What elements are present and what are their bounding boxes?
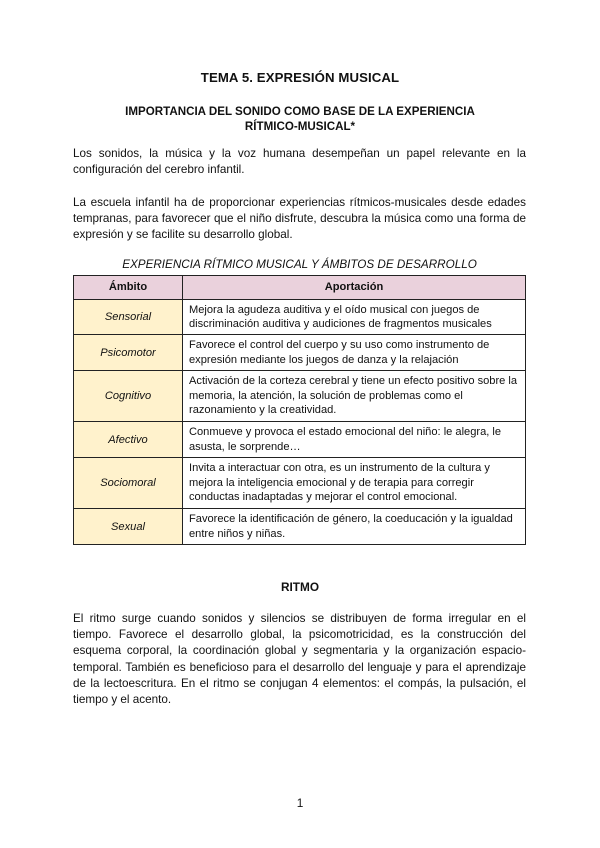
subtitle-line-2: RÍTMICO-MUSICAL* <box>244 120 356 133</box>
intro-paragraph: Los sonidos, la música y la voz humana desempeñan un papel relevante en la configuración del cerebro infantil. <box>73 147 526 177</box>
table-row <box>74 509 526 545</box>
cell-aportacion: Activación de la corteza cerebral y tiene un efecto positivo sobre la memoria, la atención, la solución de problemas como el razonamiento y la creatividad. <box>183 371 526 422</box>
table-header-row <box>74 276 526 300</box>
cell-ambito: Sensorial <box>74 300 183 335</box>
school-paragraph: La escuela infantil ha de proporcionar experiencias rítmicos-musicales desde edades tempranas, para favorecer que el niño disfrute, descubra la música como una forma de expresión y se facilite su desarrollo global. <box>73 196 526 242</box>
header-ambito: Ámbito <box>74 276 183 300</box>
table-row <box>74 422 526 458</box>
table-caption: EXPERIENCIA RÍTMICO MUSICAL Y ÁMBITOS DE DESARROLLO <box>122 258 477 271</box>
cell-ambito: Afectivo <box>74 422 183 458</box>
table-row <box>74 335 526 371</box>
page-number: 1 <box>296 796 304 810</box>
cell-aportacion: Mejora la agudeza auditiva y el oído musical con juegos de discriminación auditiva y audiciones de fragmentos musicales <box>183 300 526 335</box>
cell-ambito: Sexual <box>74 509 183 545</box>
cell-aportacion: Invita a interactuar con otra, es un instrumento de la cultura y mejora la inteligencia emocional y de terapia para corregir conductas inadaptadas y mejorar el control emocional. <box>183 458 526 509</box>
document-subtitle <box>100 104 500 134</box>
table-row <box>74 300 526 335</box>
cell-ambito: Cognitivo <box>74 371 183 422</box>
cell-ambito: Psicomotor <box>74 335 183 371</box>
header-aportacion: Aportación <box>183 276 526 300</box>
cell-aportacion: Conmueve y provoca el estado emocional del niño: le alegra, le asusta, le sorprende… <box>183 422 526 458</box>
subtitle-line-1: IMPORTANCIA DEL SONIDO COMO BASE DE LA EXPERIENCIA <box>125 105 475 118</box>
development-table <box>73 275 526 545</box>
document-title: TEMA 5. EXPRESIÓN MUSICAL <box>200 70 400 85</box>
cell-aportacion: Favorece el control del cuerpo y su uso como instrumento de expresión mediante los juegos de danza y la relajación <box>183 335 526 371</box>
section-heading-ritmo: RITMO <box>280 580 319 594</box>
ritmo-paragraph: El ritmo surge cuando sonidos y silencios se distribuyen de forma irregular en el tiempo. Favorece el desarrollo global, la psicomotricidad, es la construcción del esquema corporal, la coordinación global y segmentaria y la organización espacio-temporal. También es beneficioso para el desarrollo del lenguaje y para el aprendizaje de la lectoescritura. En el ritmo se conjugan 4 elementos: el compás, la pulsación, el tiempo y el acento. <box>73 612 526 707</box>
table-row <box>74 458 526 509</box>
cell-ambito: Sociomoral <box>74 458 183 509</box>
table-row <box>74 371 526 422</box>
cell-aportacion: Favorece la identificación de género, la coeducación y la igualdad entre niños y niñas. <box>183 509 526 545</box>
